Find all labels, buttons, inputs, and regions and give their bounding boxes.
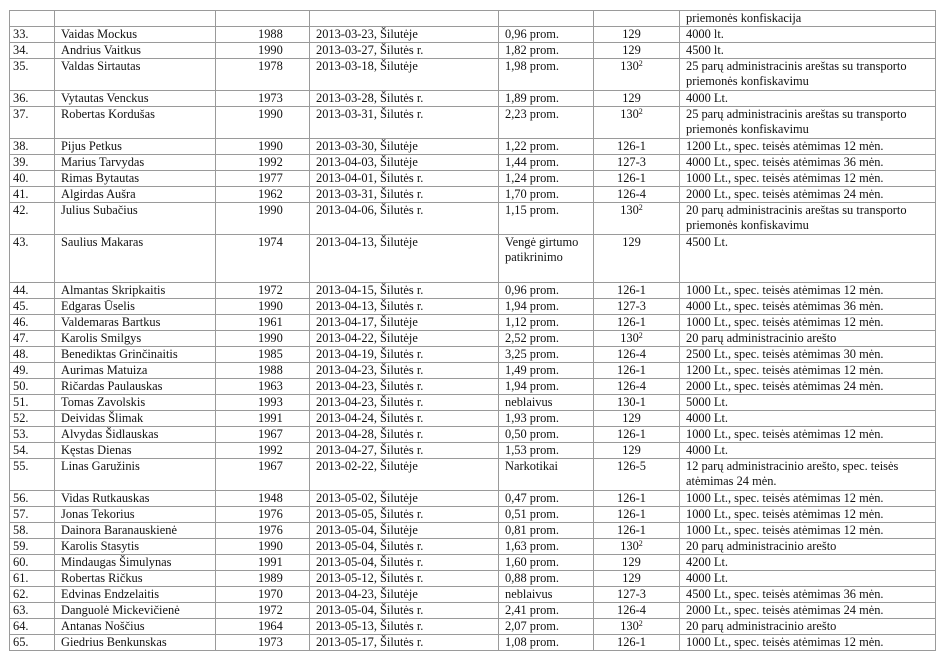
cell-name: Deividas Šlimak xyxy=(55,411,216,427)
cell-article: 126-1 xyxy=(594,283,680,299)
table-row xyxy=(10,507,936,523)
cell-penalty: priemonės konfiskacija xyxy=(680,11,936,27)
cell-article: 129 xyxy=(594,43,680,59)
cell-name: Marius Tarvydas xyxy=(55,155,216,171)
table-row xyxy=(10,603,936,619)
cell-name: Pijus Petkus xyxy=(55,139,216,155)
cell-no: 58. xyxy=(10,523,55,539)
cell-penalty: 25 parų administracinis areštas su transporto priemonės konfiskavimu xyxy=(680,107,936,139)
cell-alcohol: 0,88 prom. xyxy=(499,571,594,587)
table-row xyxy=(10,379,936,395)
cell-date-place: 2013-02-22, Šilutėje xyxy=(310,459,499,491)
cell-penalty: 4200 Lt. xyxy=(680,555,936,571)
cell-article: $130^2$ xyxy=(594,203,680,235)
cell-name: Valdemaras Bartkus xyxy=(55,315,216,331)
cell-date-place: 2013-04-13, Šilutės r. xyxy=(310,299,499,315)
cell-alcohol: neblaivus xyxy=(499,395,594,411)
cell-alcohol: 0,96 prom. xyxy=(499,283,594,299)
cell-year: 1972 xyxy=(216,283,310,299)
table-row xyxy=(10,619,936,635)
cell-alcohol: 0,81 prom. xyxy=(499,523,594,539)
cell-year: 1977 xyxy=(216,171,310,187)
cell-penalty: 1000 Lt., spec. teisės atėmimas 12 mėn. xyxy=(680,523,936,539)
violations-table xyxy=(9,10,936,651)
cell-penalty: 4000 Lt., spec. teisės atėmimas 36 mėn. xyxy=(680,299,936,315)
cell-date-place: 2013-03-28, Šilutės r. xyxy=(310,91,499,107)
cell-alcohol: 1,94 prom. xyxy=(499,379,594,395)
cell-year: 1990 xyxy=(216,139,310,155)
cell-penalty: 20 parų administracinio arešto xyxy=(680,619,936,635)
table-row xyxy=(10,555,936,571)
table-row-continued xyxy=(10,11,936,27)
cell-article: $130^2$ xyxy=(594,59,680,91)
table-row xyxy=(10,155,936,171)
cell-year: 1993 xyxy=(216,395,310,411)
cell-date-place: 2013-05-04, Šilutėje xyxy=(310,523,499,539)
table-row xyxy=(10,443,936,459)
cell-date-place: 2013-04-01, Šilutės r. xyxy=(310,171,499,187)
cell-article: 126-4 xyxy=(594,603,680,619)
cell-no: 60. xyxy=(10,555,55,571)
cell-year: 1963 xyxy=(216,379,310,395)
table-row xyxy=(10,395,936,411)
cell-article: $130^2$ xyxy=(594,107,680,139)
cell-date-place: 2013-05-12, Šilutės r. xyxy=(310,571,499,587)
table-row xyxy=(10,171,936,187)
cell-name: Julius Subačius xyxy=(55,203,216,235)
cell-year: 1972 xyxy=(216,603,310,619)
cell-name: Algirdas Aušra xyxy=(55,187,216,203)
cell-article: 126-1 xyxy=(594,507,680,523)
cell-date-place: 2013-04-19, Šilutės r. xyxy=(310,347,499,363)
table-row xyxy=(10,459,936,491)
cell-alcohol: 0,96 prom. xyxy=(499,27,594,43)
cell-article: 129 xyxy=(594,91,680,107)
cell-no: 63. xyxy=(10,603,55,619)
cell-alcohol: 1,94 prom. xyxy=(499,299,594,315)
superscript: 2 xyxy=(638,619,643,628)
table-row xyxy=(10,27,936,43)
cell-year: 1992 xyxy=(216,443,310,459)
cell-no xyxy=(10,11,55,27)
cell-year: 1990 xyxy=(216,331,310,347)
cell-name: Mindaugas Šimulynas xyxy=(55,555,216,571)
cell-penalty: 2500 Lt., spec. teisės atėmimas 30 mėn. xyxy=(680,347,936,363)
table-row xyxy=(10,331,936,347)
table-row xyxy=(10,299,936,315)
cell-no: 48. xyxy=(10,347,55,363)
cell-name: Jonas Tekorius xyxy=(55,507,216,523)
cell-date-place: 2013-03-31, Šilutės r. xyxy=(310,187,499,203)
cell-alcohol: 1,08 prom. xyxy=(499,635,594,651)
cell-year: 1962 xyxy=(216,187,310,203)
table-row xyxy=(10,107,936,139)
cell-article: 129 xyxy=(594,411,680,427)
cell-date-place: 2013-04-22, Šilutėje xyxy=(310,331,499,347)
table-row xyxy=(10,427,936,443)
cell-alcohol: Narkotikai xyxy=(499,459,594,491)
cell-date-place: 2013-05-02, Šilutėje xyxy=(310,491,499,507)
cell-name: Vytautas Venckus xyxy=(55,91,216,107)
cell-article: 127-3 xyxy=(594,155,680,171)
cell-name: Robertas Kordušas xyxy=(55,107,216,139)
cell-alcohol: neblaivus xyxy=(499,587,594,603)
cell-article: 129 xyxy=(594,571,680,587)
cell-article: 126-5 xyxy=(594,459,680,491)
cell-date-place: 2013-04-23, Šilutės r. xyxy=(310,379,499,395)
cell-name: Rimas Bytautas xyxy=(55,171,216,187)
cell-no: 33. xyxy=(10,27,55,43)
table-row xyxy=(10,571,936,587)
cell-article: 129 xyxy=(594,27,680,43)
cell-year: 1970 xyxy=(216,587,310,603)
cell-no: 49. xyxy=(10,363,55,379)
cell-penalty: 4000 lt. xyxy=(680,27,936,43)
cell-alcohol: 1,22 prom. xyxy=(499,139,594,155)
cell-article: 126-4 xyxy=(594,347,680,363)
cell-year: 1948 xyxy=(216,491,310,507)
cell-date-place: 2013-04-23, Šilutės r. xyxy=(310,363,499,379)
cell-year: 1992 xyxy=(216,155,310,171)
cell-date-place: 2013-03-27, Šilutės r. xyxy=(310,43,499,59)
cell-penalty: 1000 Lt., spec. teisės atėmimas 12 mėn. xyxy=(680,507,936,523)
cell-year: 1990 xyxy=(216,203,310,235)
cell-alcohol: 1,63 prom. xyxy=(499,539,594,555)
cell-penalty: 2000 Lt., spec. teisės atėmimas 24 mėn. xyxy=(680,187,936,203)
cell-name: Valdas Sirtautas xyxy=(55,59,216,91)
cell-penalty: 4500 Lt., spec. teisės atėmimas 36 mėn. xyxy=(680,587,936,603)
cell-year: 1961 xyxy=(216,315,310,331)
cell-penalty: 2000 Lt., spec. teisės atėmimas 24 mėn. xyxy=(680,603,936,619)
cell-article: $130^2$ xyxy=(594,619,680,635)
cell-alcohol: Vengė girtumo patikrinimo xyxy=(499,235,594,283)
cell-name: Ričardas Paulauskas xyxy=(55,379,216,395)
table-row xyxy=(10,491,936,507)
cell-penalty: 4500 Lt. xyxy=(680,235,936,283)
cell-name: Andrius Vaitkus xyxy=(55,43,216,59)
cell-name: Edgaras Ūselis xyxy=(55,299,216,315)
cell-year: 1974 xyxy=(216,235,310,283)
cell-penalty: 4500 lt. xyxy=(680,43,936,59)
cell-year: 1967 xyxy=(216,427,310,443)
cell-name: Karolis Stasytis xyxy=(55,539,216,555)
cell-date-place: 2013-04-17, Šilutėje xyxy=(310,315,499,331)
cell-no: 37. xyxy=(10,107,55,139)
cell-alcohol: 2,07 prom. xyxy=(499,619,594,635)
cell-date-place: 2013-04-15, Šilutės r. xyxy=(310,283,499,299)
cell-year: 1973 xyxy=(216,91,310,107)
cell-article: $130^2$ xyxy=(594,331,680,347)
table-row xyxy=(10,203,936,235)
cell-no: 64. xyxy=(10,619,55,635)
table-row xyxy=(10,91,936,107)
table-row xyxy=(10,235,936,283)
cell-penalty: 4000 Lt. xyxy=(680,571,936,587)
cell-name: Danguolė Mickevičienė xyxy=(55,603,216,619)
cell-date-place: 2013-04-23, Šilutės r. xyxy=(310,395,499,411)
table-row xyxy=(10,411,936,427)
cell-alcohol: 0,50 prom. xyxy=(499,427,594,443)
table-row xyxy=(10,539,936,555)
cell-year: 1964 xyxy=(216,619,310,635)
cell-year: 1973 xyxy=(216,635,310,651)
cell-alcohol: 1,44 prom. xyxy=(499,155,594,171)
cell-name: Robertas Ričkus xyxy=(55,571,216,587)
cell-year: 1976 xyxy=(216,507,310,523)
cell-no: 42. xyxy=(10,203,55,235)
cell-article: 126-1 xyxy=(594,491,680,507)
cell-penalty: 12 parų administracinio arešto, spec. teisės atėmimas 24 mėn. xyxy=(680,459,936,491)
cell-date-place: 2013-04-24, Šilutės r. xyxy=(310,411,499,427)
cell-date-place: 2013-05-04, Šilutės r. xyxy=(310,555,499,571)
cell-date-place: 2013-05-13, Šilutės r. xyxy=(310,619,499,635)
cell-article: 126-4 xyxy=(594,379,680,395)
table-row xyxy=(10,187,936,203)
cell-date-place: 2013-03-23, Šilutėje xyxy=(310,27,499,43)
cell-article: 126-4 xyxy=(594,187,680,203)
cell-name: Tomas Zavolskis xyxy=(55,395,216,411)
cell-no: 38. xyxy=(10,139,55,155)
cell-no: 55. xyxy=(10,459,55,491)
cell-name: Almantas Skripkaitis xyxy=(55,283,216,299)
cell-date-place: 2013-03-30, Šilutėje xyxy=(310,139,499,155)
cell-penalty: 5000 Lt. xyxy=(680,395,936,411)
cell-article: 126-1 xyxy=(594,315,680,331)
cell-alcohol: 1,98 prom. xyxy=(499,59,594,91)
cell-year: 1990 xyxy=(216,299,310,315)
cell-penalty: 1000 Lt., spec. teisės atėmimas 12 mėn. xyxy=(680,283,936,299)
cell-name: Giedrius Benkunskas xyxy=(55,635,216,651)
cell-no: 59. xyxy=(10,539,55,555)
table-row xyxy=(10,43,936,59)
cell-no: 43. xyxy=(10,235,55,283)
cell-no: 61. xyxy=(10,571,55,587)
cell-penalty: 4000 Lt., spec. teisės atėmimas 36 mėn. xyxy=(680,155,936,171)
cell-article: 126-1 xyxy=(594,523,680,539)
cell-year: 1967 xyxy=(216,459,310,491)
cell-article: 127-3 xyxy=(594,299,680,315)
cell-no: 34. xyxy=(10,43,55,59)
cell-no: 53. xyxy=(10,427,55,443)
cell-article: 129 xyxy=(594,235,680,283)
cell-name: Kęstas Dienas xyxy=(55,443,216,459)
cell-year: 1990 xyxy=(216,107,310,139)
cell-name: Benediktas Grinčinaitis xyxy=(55,347,216,363)
cell-alcohol: 1,89 prom. xyxy=(499,91,594,107)
cell-name: Edvinas Endzelaitis xyxy=(55,587,216,603)
cell-no: 40. xyxy=(10,171,55,187)
cell-name: Karolis Smilgys xyxy=(55,331,216,347)
cell-name: Aurimas Matuiza xyxy=(55,363,216,379)
cell-no: 51. xyxy=(10,395,55,411)
cell-year xyxy=(216,11,310,27)
superscript: 2 xyxy=(638,331,643,340)
cell-no: 45. xyxy=(10,299,55,315)
cell-date-place: 2013-03-18, Šilutėje xyxy=(310,59,499,91)
cell-alcohol: 2,23 prom. xyxy=(499,107,594,139)
cell-no: 36. xyxy=(10,91,55,107)
cell-no: 57. xyxy=(10,507,55,523)
cell-article: $130^2$ xyxy=(594,539,680,555)
table-row xyxy=(10,635,936,651)
cell-no: 54. xyxy=(10,443,55,459)
cell-no: 62. xyxy=(10,587,55,603)
table-row xyxy=(10,523,936,539)
cell-penalty: 20 parų administracinio arešto xyxy=(680,331,936,347)
cell-no: 65. xyxy=(10,635,55,651)
cell-date-place: 2013-04-27, Šilutės r. xyxy=(310,443,499,459)
cell-year: 1989 xyxy=(216,571,310,587)
cell-no: 35. xyxy=(10,59,55,91)
cell-date-place: 2013-03-31, Šilutės r. xyxy=(310,107,499,139)
table-row xyxy=(10,587,936,603)
cell-year: 1985 xyxy=(216,347,310,363)
cell-penalty: 1000 Lt., spec. teisės atėmimas 12 mėn. xyxy=(680,491,936,507)
superscript: 2 xyxy=(638,107,643,116)
table-row xyxy=(10,283,936,299)
cell-penalty: 20 parų administracinio arešto xyxy=(680,539,936,555)
cell-article: 129 xyxy=(594,443,680,459)
cell-penalty: 1200 Lt., spec. teisės atėmimas 12 mėn. xyxy=(680,363,936,379)
superscript: 2 xyxy=(638,59,643,68)
cell-alcohol: 1,82 prom. xyxy=(499,43,594,59)
cell-article: 130-1 xyxy=(594,395,680,411)
cell-name xyxy=(55,11,216,27)
cell-penalty: 25 parų administracinis areštas su transporto priemonės konfiskavimu xyxy=(680,59,936,91)
cell-date-place: 2013-04-13, Šilutėje xyxy=(310,235,499,283)
cell-alcohol: 3,25 prom. xyxy=(499,347,594,363)
cell-alcohol: 1,53 prom. xyxy=(499,443,594,459)
cell-year: 1990 xyxy=(216,539,310,555)
cell-alcohol: 1,70 prom. xyxy=(499,187,594,203)
cell-date-place: 2013-05-05, Šilutės r. xyxy=(310,507,499,523)
cell-article: 129 xyxy=(594,555,680,571)
cell-year: 1991 xyxy=(216,411,310,427)
cell-penalty: 4000 Lt. xyxy=(680,91,936,107)
cell-article: 126-1 xyxy=(594,635,680,651)
cell-penalty: 1200 Lt., spec. teisės atėmimas 12 mėn. xyxy=(680,139,936,155)
cell-name: Dainora Baranauskienė xyxy=(55,523,216,539)
cell-article xyxy=(594,11,680,27)
cell-penalty: 1000 Lt., spec. teisės atėmimas 12 mėn. xyxy=(680,315,936,331)
cell-no: 46. xyxy=(10,315,55,331)
cell-alcohol xyxy=(499,11,594,27)
cell-date-place: 2013-05-04, Šilutės r. xyxy=(310,539,499,555)
cell-no: 52. xyxy=(10,411,55,427)
cell-date-place: 2013-04-23, Šilutėje xyxy=(310,587,499,603)
table-row xyxy=(10,139,936,155)
cell-year: 1988 xyxy=(216,363,310,379)
cell-article: 126-1 xyxy=(594,139,680,155)
cell-date-place: 2013-04-28, Šilutės r. xyxy=(310,427,499,443)
cell-no: 56. xyxy=(10,491,55,507)
cell-alcohol: 1,15 prom. xyxy=(499,203,594,235)
cell-no: 41. xyxy=(10,187,55,203)
cell-alcohol: 0,51 prom. xyxy=(499,507,594,523)
cell-date-place: 2013-05-17, Šilutės r. xyxy=(310,635,499,651)
cell-date-place: 2013-04-06, Šilutės r. xyxy=(310,203,499,235)
cell-date-place: 2013-05-04, Šilutės r. xyxy=(310,603,499,619)
cell-alcohol: 1,49 prom. xyxy=(499,363,594,379)
cell-name: Linas Garužinis xyxy=(55,459,216,491)
cell-date-place xyxy=(310,11,499,27)
cell-year: 1978 xyxy=(216,59,310,91)
cell-alcohol: 2,41 prom. xyxy=(499,603,594,619)
cell-year: 1990 xyxy=(216,43,310,59)
cell-name: Antanas Noščius xyxy=(55,619,216,635)
cell-alcohol: 1,60 prom. xyxy=(499,555,594,571)
cell-article: 126-1 xyxy=(594,427,680,443)
cell-year: 1991 xyxy=(216,555,310,571)
cell-alcohol: 1,24 prom. xyxy=(499,171,594,187)
cell-name: Vaidas Mockus xyxy=(55,27,216,43)
cell-alcohol: 1,12 prom. xyxy=(499,315,594,331)
table-row xyxy=(10,59,936,91)
cell-article: 127-3 xyxy=(594,587,680,603)
cell-name: Alvydas Šidlauskas xyxy=(55,427,216,443)
table-row xyxy=(10,315,936,331)
cell-penalty: 1000 Lt., spec. teisės atėmimas 12 mėn. xyxy=(680,171,936,187)
cell-name: Saulius Makaras xyxy=(55,235,216,283)
table-row xyxy=(10,363,936,379)
cell-no: 47. xyxy=(10,331,55,347)
cell-date-place: 2013-04-03, Šilutėje xyxy=(310,155,499,171)
cell-penalty: 4000 Lt. xyxy=(680,411,936,427)
cell-penalty: 4000 Lt. xyxy=(680,443,936,459)
cell-penalty: 2000 Lt., spec. teisės atėmimas 24 mėn. xyxy=(680,379,936,395)
cell-year: 1976 xyxy=(216,523,310,539)
cell-alcohol: 2,52 prom. xyxy=(499,331,594,347)
cell-year: 1988 xyxy=(216,27,310,43)
cell-alcohol: 1,93 prom. xyxy=(499,411,594,427)
cell-penalty: 20 parų administracinis areštas su transporto priemonės konfiskavimu xyxy=(680,203,936,235)
cell-no: 39. xyxy=(10,155,55,171)
table-row xyxy=(10,347,936,363)
cell-no: 44. xyxy=(10,283,55,299)
cell-alcohol: 0,47 prom. xyxy=(499,491,594,507)
cell-article: 126-1 xyxy=(594,363,680,379)
cell-penalty: 1000 Lt., spec. teisės atėmimas 12 mėn. xyxy=(680,427,936,443)
cell-article: 126-1 xyxy=(594,171,680,187)
cell-no: 50. xyxy=(10,379,55,395)
cell-name: Vidas Rutkauskas xyxy=(55,491,216,507)
superscript: 2 xyxy=(638,539,643,548)
superscript: 2 xyxy=(638,203,643,212)
cell-penalty: 1000 Lt., spec. teisės atėmimas 12 mėn. xyxy=(680,635,936,651)
